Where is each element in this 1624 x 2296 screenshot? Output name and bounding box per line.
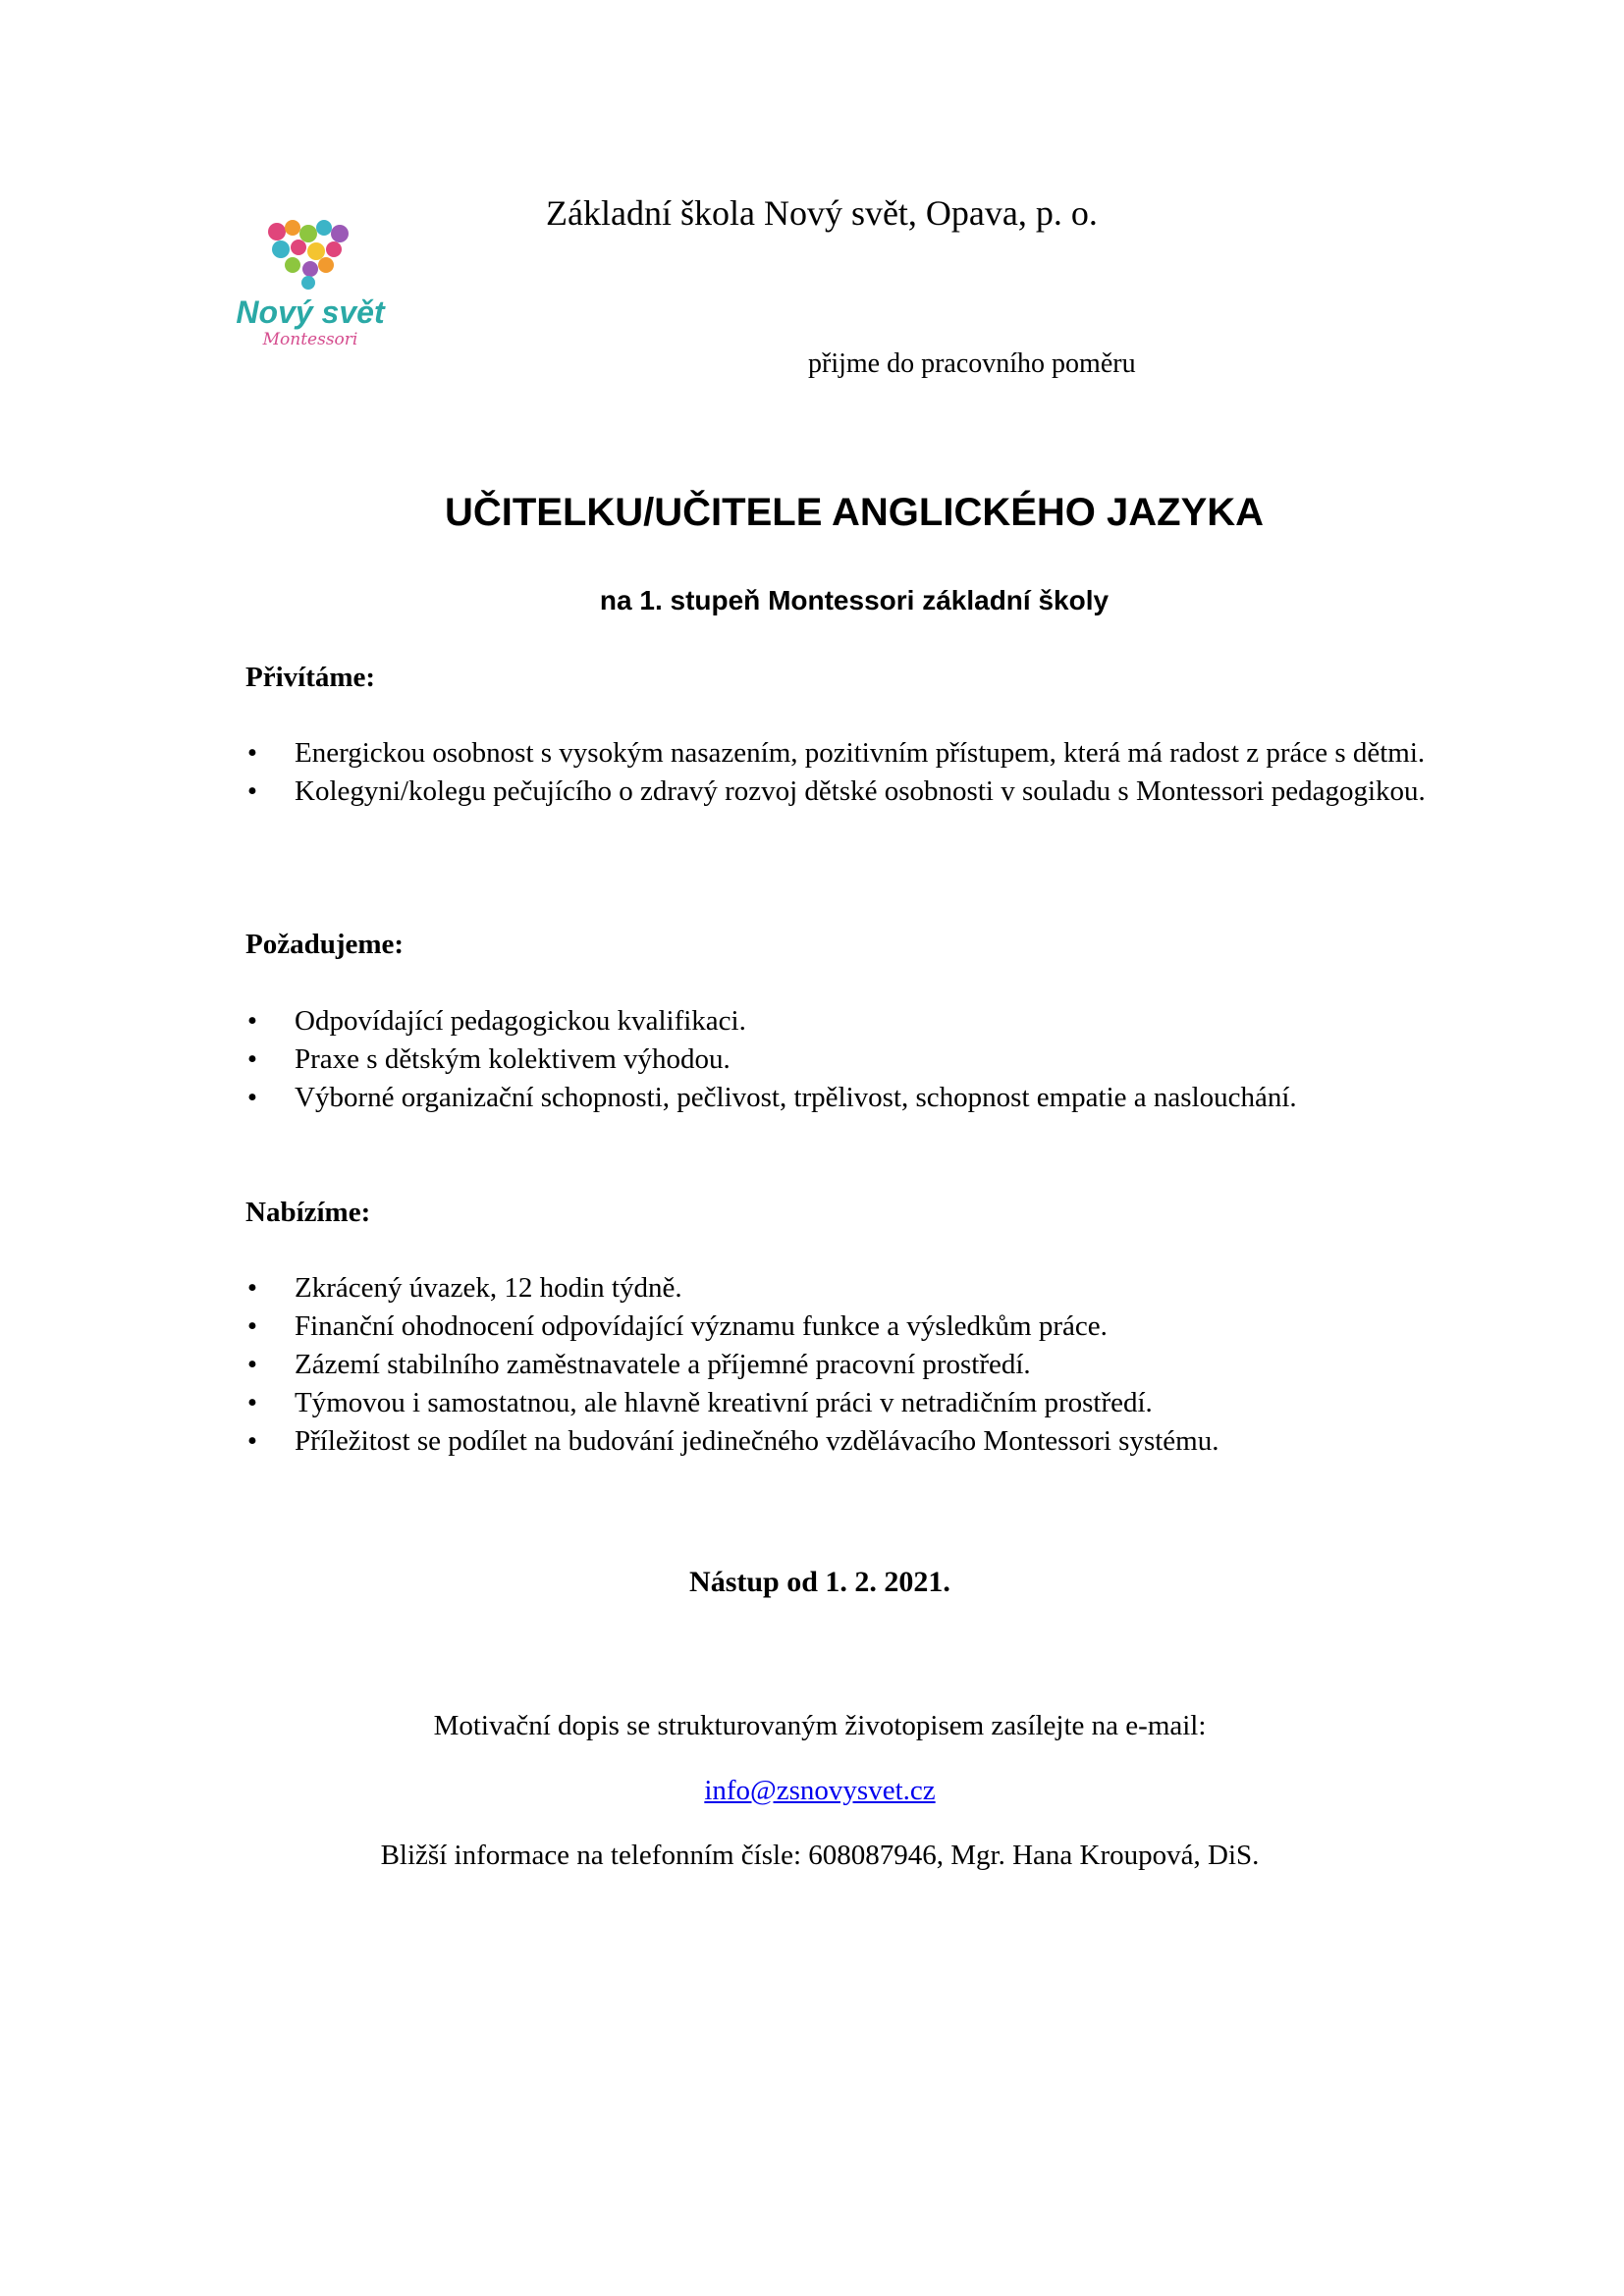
- list-item: [245, 773, 1449, 811]
- list-item-text: Kolegyni/kolegu pečujícího o zdravý rozvoj dětské osobnosti v souladu s Montessori pedagogikou.: [295, 775, 1426, 807]
- bullet-icon: •: [246, 775, 258, 807]
- cover-letter-text: Motivační dopis se strukturovaným životopisem zasílejte na e-mail:: [433, 1710, 1207, 1741]
- start-date: Nástup od 1. 2. 2021.: [689, 1566, 950, 1598]
- list-item: [245, 1002, 1449, 1041]
- list-item: [245, 1384, 1449, 1422]
- list-item: [245, 1079, 1449, 1117]
- bullet-icon: •: [246, 1425, 258, 1457]
- phone-info: Bližší informace na telefonním čísle: 608087946, Mgr. Hana Kroupová, DiS.: [380, 1840, 1260, 1871]
- bullet-icon: •: [246, 1043, 258, 1075]
- list-item-text: Odpovídající pedagogickou kvalifikaci.: [295, 1005, 746, 1037]
- bullet-icon: •: [246, 1272, 258, 1304]
- list-item-text: Finanční ohodnocení odpovídající významu funkce a výsledkům práce.: [295, 1310, 1108, 1342]
- list-item-text: Praxe s dětským kolektivem výhodou.: [295, 1043, 731, 1075]
- list-item: [245, 1308, 1449, 1346]
- require-list: [245, 1002, 1449, 1117]
- list-item-text: Energickou osobnost s vysokým nasazením, pozitivním přístupem, která má radost z práce s dětmi.: [295, 737, 1426, 769]
- list-item: [245, 1346, 1449, 1384]
- logo-name: Nový svět: [236, 294, 385, 330]
- email-line: [0, 1775, 1624, 1807]
- section-heading-require: Požadujeme:: [245, 929, 405, 960]
- list-item-text: Výborné organizační schopnosti, pečlivost, trpělivost, schopnost empatie a naslouchání.: [295, 1082, 1297, 1113]
- list-item-text: Týmovou i samostatnou, ale hlavně kreativní práci v netradičním prostředí.: [295, 1387, 1153, 1418]
- list-item: [245, 1269, 1449, 1308]
- list-item: [245, 734, 1449, 773]
- bullet-icon: •: [246, 1349, 258, 1380]
- list-item: [245, 1422, 1449, 1461]
- list-item-text: Příležitost se podílet na budování jedinečného vzdělávacího Montessori systému.: [295, 1425, 1219, 1457]
- job-subtitle: na 1. stupeň Montessori základní školy: [599, 585, 1110, 615]
- heart-flower-icon: [222, 218, 399, 294]
- hires-text: přijme do pracovního poměru: [808, 348, 1136, 379]
- logo-subtitle: Montessori: [262, 330, 358, 349]
- bullet-icon: •: [246, 1005, 258, 1037]
- email-link[interactable]: info@zsnovysvet.cz: [704, 1775, 936, 1806]
- bullet-icon: •: [246, 737, 258, 769]
- school-name: Základní škola Nový svět, Opava, p. o.: [546, 193, 1098, 233]
- job-title: UČITELKU/UČITELE ANGLICKÉHO JAZYKA: [444, 491, 1265, 534]
- section-heading-offer: Nabízíme:: [245, 1197, 371, 1228]
- bullet-icon: •: [246, 1310, 258, 1342]
- welcome-list: [245, 734, 1449, 811]
- offer-list: [245, 1269, 1449, 1461]
- school-logo: [222, 218, 399, 365]
- list-item: [245, 1041, 1449, 1079]
- section-heading-welcome: Přivítáme:: [245, 662, 376, 693]
- list-item-text: Zkrácený úvazek, 12 hodin týdně.: [295, 1272, 682, 1304]
- bullet-icon: •: [246, 1082, 258, 1113]
- list-item-text: Zázemí stabilního zaměstnavatele a příjemné pracovní prostředí.: [295, 1349, 1031, 1380]
- bullet-icon: •: [246, 1387, 258, 1418]
